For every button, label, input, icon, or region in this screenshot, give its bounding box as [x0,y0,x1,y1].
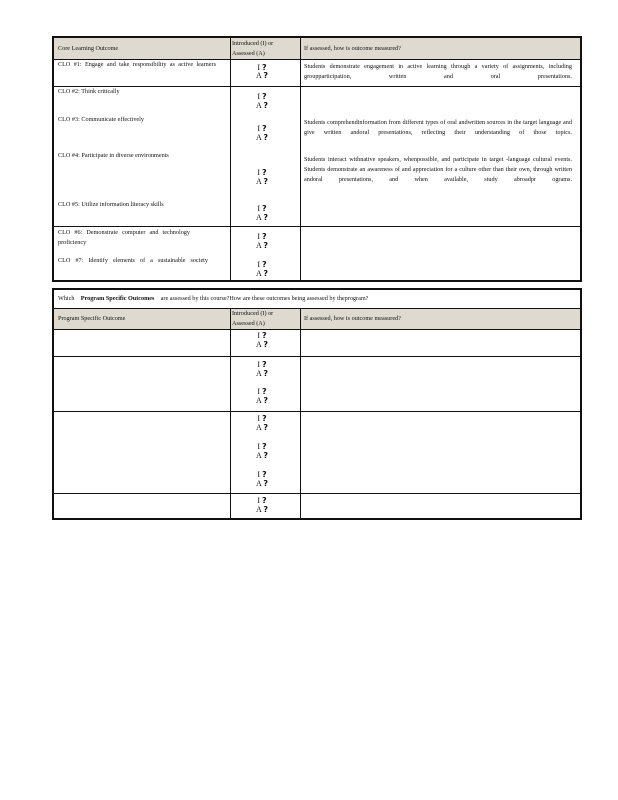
column-divider [300,308,301,518]
pso-7-assessed-marker[interactable]: A ? [256,505,268,514]
clo-2-label: CLO #2: Think critically [58,88,120,95]
clo-6-assessed-marker[interactable]: A ? [256,241,268,250]
header-introduced-line1: Introduced (I) or [232,310,274,317]
clo-5-introduced-marker[interactable]: I ? [257,204,267,213]
clo-1-label: CLO #1: Engage and take responsibility as active learners [58,61,216,68]
row-divider [54,86,580,87]
clo-4-assessed-marker[interactable]: A ? [256,177,268,186]
clo-7-introduced-marker[interactable]: I ? [257,260,267,269]
header-introduced-line2: Assessed (A) [232,320,265,327]
clo-3-label: CLO #3: Communicate effectively [58,116,144,123]
column-divider [300,38,301,280]
header-core-learning-outcome: Core Learning Outcome [58,45,119,52]
clo-1-measure: Students demonstrate engagement in active learning through a variety of assignments, including groupparticipation, written and oral presentations. [304,63,572,80]
header-introduced-line1: Introduced (I) or [232,40,274,47]
pso-1-introduced-marker[interactable]: I ? [257,331,267,340]
clo-1-introduced-marker[interactable]: I ? [257,63,267,72]
clo-7-label: CLO #7: Identify elements of a sustainable society [58,257,208,264]
clo-3-assessed-marker[interactable]: A ? [256,133,268,142]
pso-4-introduced-marker[interactable]: I ? [257,414,267,423]
program-outcomes-question: Which Program Specific Outcomes are assessed by this course?How are these outcomes being assessed by theprogram? [58,295,369,302]
clo-6-label: CLO #6: Demonstrate computer and technology proficiency [58,229,190,246]
pso-7-introduced-marker[interactable]: I ? [257,496,267,505]
row-divider [54,308,580,309]
clo-4-introduced-marker[interactable]: I ? [257,168,267,177]
header-measure: If assessed, how is outcome measured? [304,45,401,52]
pso-5-introduced-marker[interactable]: I ? [257,442,267,451]
pso-3-introduced-marker[interactable]: I ? [257,387,267,396]
clo-7-assessed-marker[interactable]: A ? [256,269,268,278]
pso-2-introduced-marker[interactable]: I ? [257,360,267,369]
core-learning-outcomes-table [52,36,582,282]
clo-1-assessed-marker[interactable]: A ? [256,71,268,80]
clo-2-assessed-marker[interactable]: A ? [256,101,268,110]
header-measure: If assessed, how is outcome measured? [304,315,401,322]
pso-2-assessed-marker[interactable]: A ? [256,369,268,378]
clo-3-measure: Students comprehendinformation from different types of oral andwritten sources in the target language and give written andoral presentations, reflecting their understanding of those topics. [304,119,572,136]
pso-4-assessed-marker[interactable]: A ? [256,423,268,432]
pso-6-assessed-marker[interactable]: A ? [256,479,268,488]
column-divider [230,38,231,280]
pso-6-introduced-marker[interactable]: I ? [257,470,267,479]
clo-4-measure: Students interact withnative speakers, whenpossible, and participate in target -language cultural events. Students demonstrate an awareness of and appreciation for a culture other than their own, through written andoral presentations, and when available, study abroadpr ograms. [304,156,572,183]
program-specific-outcomes-table [52,288,582,520]
row-divider [54,356,580,357]
row-divider [54,329,580,330]
pso-3-assessed-marker[interactable]: A ? [256,396,268,405]
header-program-specific-outcome: Program Specific Outcome [58,315,126,322]
header-introduced-line2: Assessed (A) [232,50,265,57]
row-divider [54,493,580,494]
clo-5-assessed-marker[interactable]: A ? [256,213,268,222]
clo-5-label: CLO #5: Utilize information literacy skills [58,201,164,208]
clo-3-introduced-marker[interactable]: I ? [257,124,267,133]
row-divider [54,411,580,412]
pso-5-assessed-marker[interactable]: A ? [256,451,268,460]
pso-1-assessed-marker[interactable]: A ? [256,340,268,349]
clo-4-label: CLO #4: Participate in diverse environments [58,152,169,159]
clo-6-introduced-marker[interactable]: I ? [257,232,267,241]
row-divider [54,226,580,227]
column-divider [230,308,231,518]
clo-2-introduced-marker[interactable]: I ? [257,92,267,101]
